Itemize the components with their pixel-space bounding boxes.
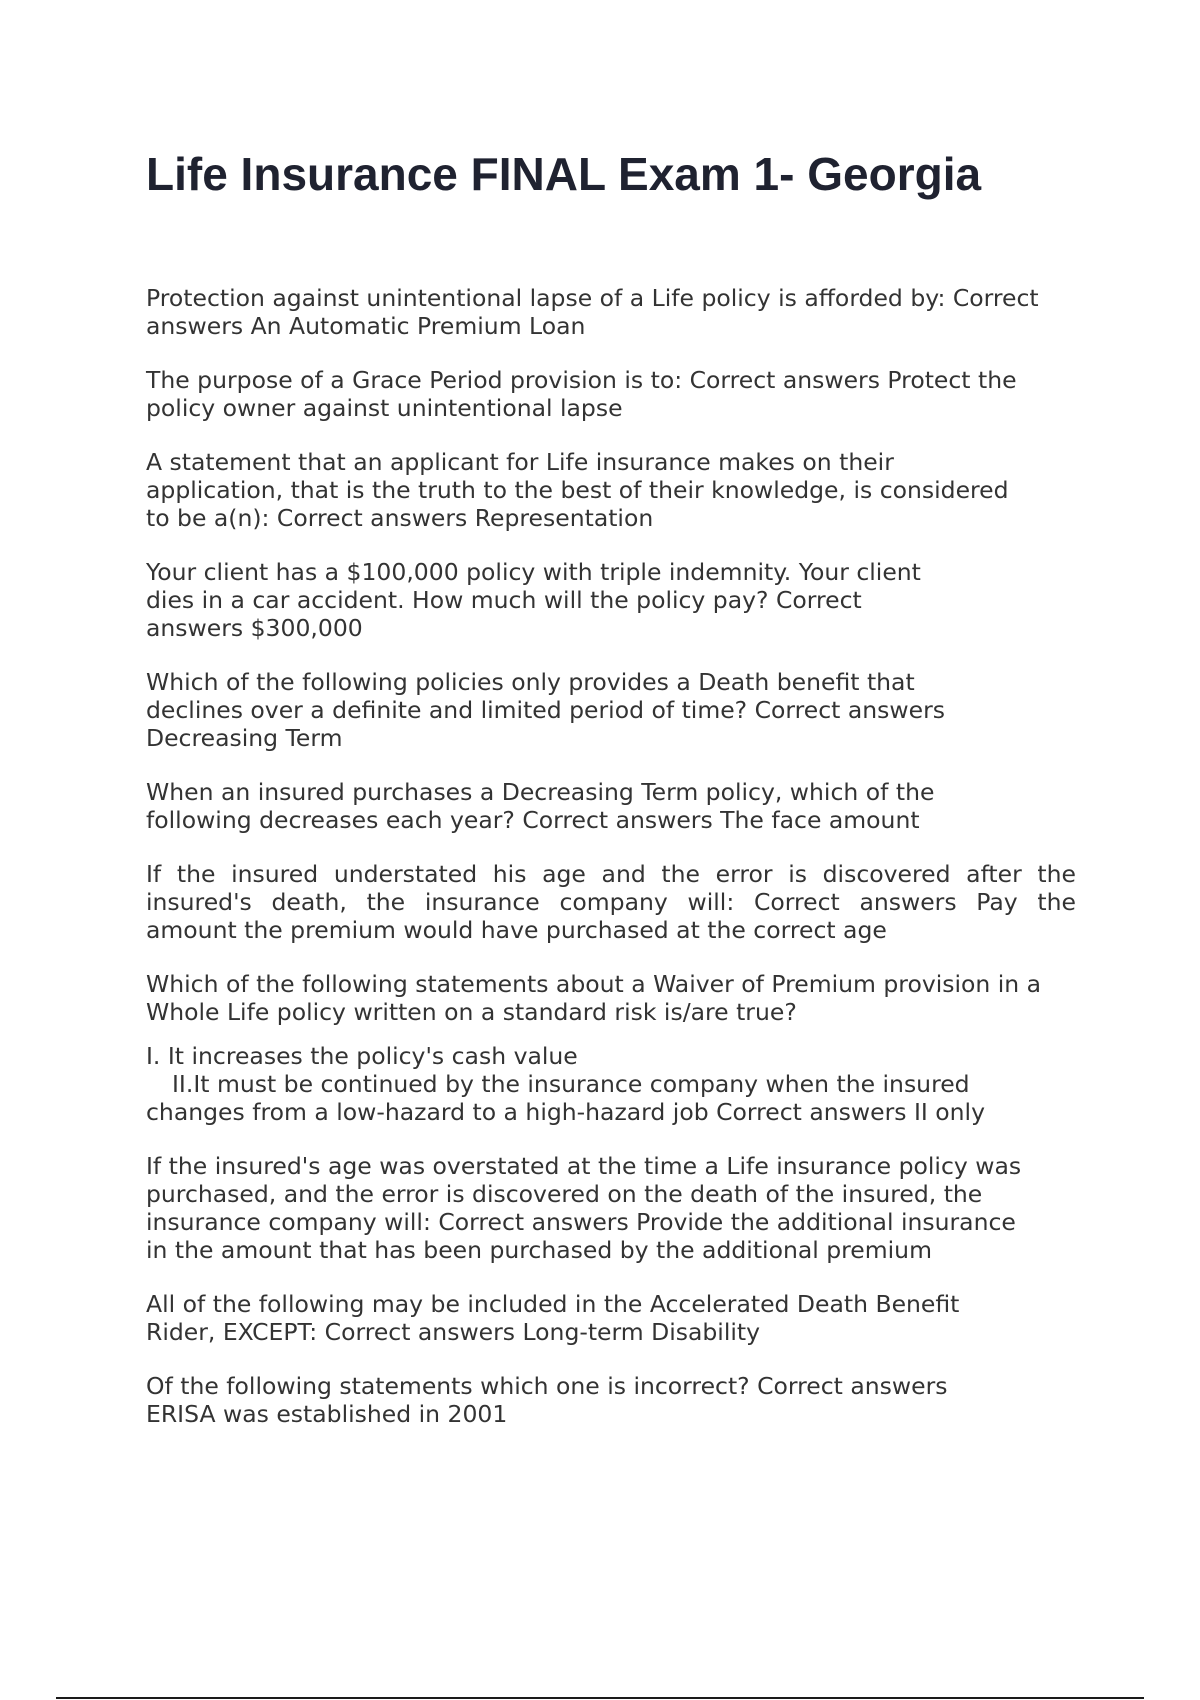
qa-line: following decreases each year? Correct answers The face amount bbox=[146, 806, 920, 834]
qa-item-5 bbox=[146, 668, 1076, 752]
qa-line: Your client has a $100,000 policy with triple indemnity. Your client bbox=[146, 558, 921, 586]
qa-line: All of the following may be included in the Accelerated Death Benefit bbox=[146, 1290, 960, 1318]
document-title: Life Insurance FINAL Exam 1- Georgia bbox=[146, 148, 982, 200]
qa-line: If the insured understated his age and the error is discovered after the bbox=[146, 860, 1076, 888]
qa-line: policy owner against unintentional lapse bbox=[146, 394, 623, 422]
qa-line: Of the following statements which one is incorrect? Correct answers bbox=[146, 1372, 948, 1400]
qa-list bbox=[146, 284, 1076, 1454]
qa-line: changes from a low-hazard to a high-hazard job Correct answers II only bbox=[146, 1098, 985, 1126]
qa-line: answers $300,000 bbox=[146, 614, 363, 642]
qa-item-1 bbox=[146, 284, 1076, 340]
qa-item-11 bbox=[146, 1290, 1076, 1346]
qa-line: If the insured's age was overstated at the time a Life insurance policy was bbox=[146, 1152, 1022, 1180]
qa-line: application, that is the truth to the best of their knowledge, is considered bbox=[146, 476, 1009, 504]
qa-line: Which of the following statements about a Waiver of Premium provision in a bbox=[146, 970, 1042, 998]
qa-line: I. It increases the policy's cash value bbox=[146, 1042, 578, 1070]
qa-line: insurance company will: Correct answers Provide the additional insurance bbox=[146, 1208, 1016, 1236]
qa-item-7 bbox=[146, 860, 1076, 944]
qa-line: declines over a definite and limited period of time? Correct answers bbox=[146, 696, 945, 724]
qa-line: amount the premium would have purchased at the correct age bbox=[146, 916, 887, 944]
qa-item-3 bbox=[146, 448, 1076, 532]
qa-line: ERISA was established in 2001 bbox=[146, 1400, 508, 1428]
page-bottom-rule bbox=[56, 1697, 1144, 1699]
qa-line: Decreasing Term bbox=[146, 724, 343, 752]
qa-item-12 bbox=[146, 1372, 1076, 1428]
qa-item-2 bbox=[146, 366, 1076, 422]
qa-line: Which of the following policies only provides a Death benefit that bbox=[146, 668, 915, 696]
qa-line: to be a(n): Correct answers Representation bbox=[146, 504, 654, 532]
qa-line: II.It must be continued by the insurance company when the insured bbox=[172, 1070, 970, 1098]
qa-line: in the amount that has been purchased by the additional premium bbox=[146, 1236, 932, 1264]
qa-item-9 bbox=[146, 1042, 1076, 1126]
qa-item-10 bbox=[146, 1152, 1076, 1264]
qa-item-8 bbox=[146, 970, 1076, 1026]
qa-line: purchased, and the error is discovered on the death of the insured, the bbox=[146, 1180, 983, 1208]
qa-line: When an insured purchases a Decreasing Term policy, which of the bbox=[146, 778, 935, 806]
qa-line: dies in a car accident. How much will the policy pay? Correct bbox=[146, 586, 862, 614]
qa-line: A statement that an applicant for Life insurance makes on their bbox=[146, 448, 894, 476]
qa-line: Rider, EXCEPT: Correct answers Long-term Disability bbox=[146, 1318, 761, 1346]
qa-line: Whole Life policy written on a standard risk is/are true? bbox=[146, 998, 797, 1026]
qa-line: insured's death, the insurance company will: Correct answers Pay the bbox=[146, 888, 1076, 916]
qa-line: answers An Automatic Premium Loan bbox=[146, 312, 586, 340]
qa-item-6 bbox=[146, 778, 1076, 834]
qa-line: The purpose of a Grace Period provision is to: Correct answers Protect the bbox=[146, 366, 1017, 394]
qa-line: Protection against unintentional lapse of a Life policy is afforded by: Correct bbox=[146, 284, 1039, 312]
qa-item-4 bbox=[146, 558, 1076, 642]
